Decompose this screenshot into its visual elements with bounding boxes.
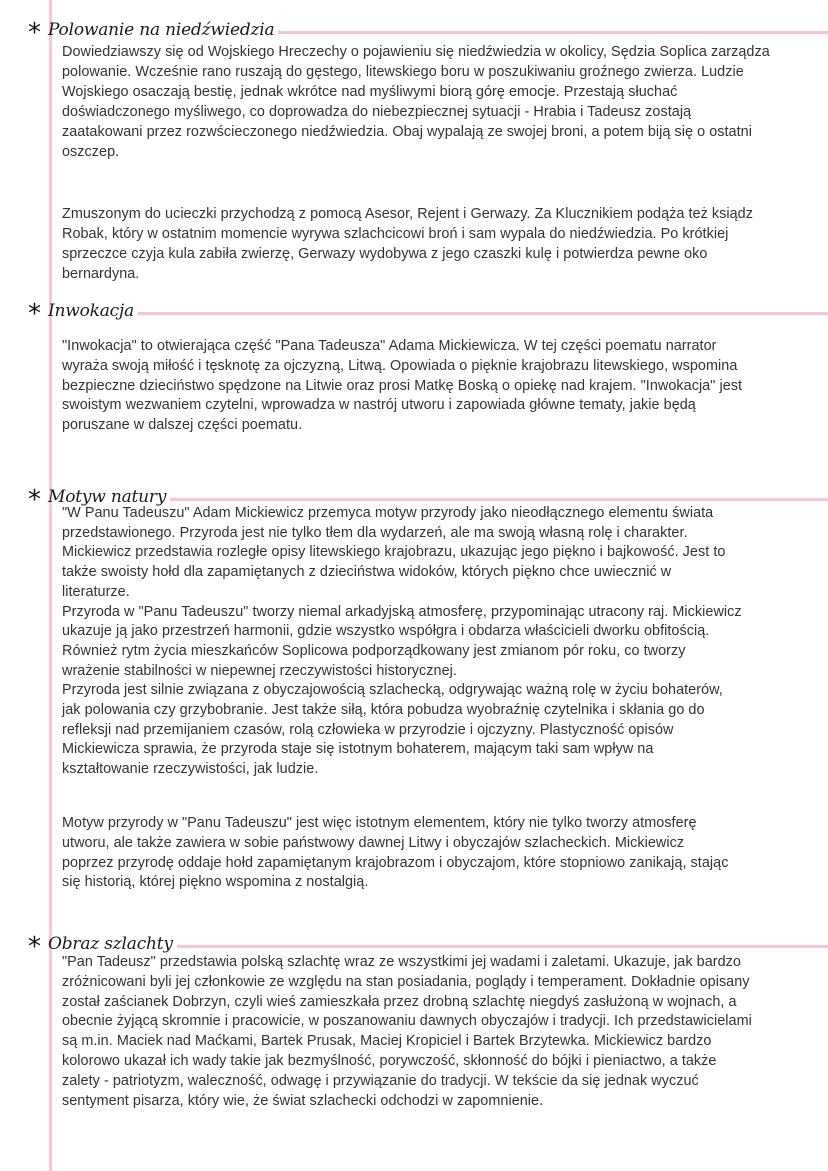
paragraph-line: sentyment pisarza, który wie, że świat szlachecki odchodzi w zapomnienie. [62, 1092, 544, 1109]
paragraph-line: literaturze. [62, 583, 130, 600]
paragraph-line: refleksji nad przemijaniem czasów, rolą człowieka w przyrodzie i ojczyzny. Plastyczność opisów [62, 721, 674, 738]
paragraph-line: Przyroda w "Panu Tadeuszu" tworzy niemal arkadyjską atmosferę, przypominając utracony raj. Mickiewicz [62, 603, 742, 620]
paragraph-line: zróżnicowani byli jej członkowie ze względu na stan posiadania, poglądy i temperament. Dokładnie opisany [62, 973, 750, 990]
asterisk-icon: * [28, 18, 41, 48]
paragraph-line: ukazuje ją jako przestrzeń harmonii, gdzie wszystko współgra i obdarza właścicieli dworku obfitością. [62, 623, 710, 640]
paragraph-line: bernardyna. [62, 266, 140, 282]
heading-rule [170, 498, 828, 501]
paragraph-line: wyraża swoją miłość i tęsknotę za ojczyzną, Litwą. Opowiada o pięknie krajobrazu litewskiego, wspomina [62, 357, 738, 374]
paragraph-line: Przyroda jest silnie związana z obyczajowością szlachecką, odgrywając ważną rolę w życiu bohaterów, [62, 682, 723, 699]
paragraph-line: kolorowo ukazał ich wady takie jak bezmyślność, porywczość, skłonność do bójki i pieniactwo, a także [62, 1053, 717, 1069]
paragraph-line: poruszane w dalszej części poematu. [62, 417, 303, 434]
paragraph-line: bezpieczne dzieciństwo spędzone na Litwie oraz prosi Matkę Boską o opiekę nad krajem. "Inwokacja" jest [62, 377, 743, 394]
paragraph-line: został zaścianek Dobrzyn, czyli wieś zamieszkała przez drobną szlachtę niegdyś zasłużoną w wojnach, a [62, 993, 737, 1010]
paragraph-line: Dowiedziawszy się od Wojskiego Hreczechy o pojawieniu się niedźwiedzia w okolicy, Sędzia Soplica zarządza [62, 44, 770, 60]
paragraph-line: są m.in. Maciek nad Maćkami, Bartek Prusak, Maciej Kropiciel i Bartek Brzytewka. Mickiewicz bardzo [62, 1033, 712, 1050]
paragraph-line: Również rytm życia mieszkańców Soplicowa podporządkowany jest zmianom pór roku, co tworzy [62, 642, 686, 659]
paragraph-line: Mickiewicza sprawia, że przyroda staje się istotnym bohaterem, mającym taki sam wpływ na [62, 741, 654, 758]
paragraph-line: obecnie żyjącą skromnie i pracowicie, w poszanowaniu dawnych obyczajów i tradycji. Ich przedstawicielami [62, 1013, 752, 1030]
paragraph-line: utworu, ale także zawiera w sobie państwowy dawnej Litwy i obyczajów szlacheckich. Mickiewicz [62, 834, 685, 851]
paragraph-line: się historią, której piękno wspomina z nostalgią. [62, 874, 369, 891]
paragraph-line: polowanie. Wcześnie rano ruszają do gęstego, litewskiego boru w poszukiwaniu groźnego zwierza. Ludzie [62, 64, 744, 80]
paragraph-line: Motyw przyrody w "Panu Tadeuszu" jest więc istotnym elementem, który nie tylko tworzy atmosferę [62, 815, 697, 831]
asterisk-icon: * [28, 299, 41, 329]
paragraph-line: "Inwokacja" to otwierająca część "Pana Tadeusza" Adama Mickiewicza. W tej części poematu narrator [62, 338, 717, 354]
paragraph-line: Zmuszonym do ucieczki przychodzą z pomocą Asesor, Rejent i Gerwazy. Za Klucznikiem podąża też ksiądz [62, 206, 753, 222]
asterisk-icon: * [28, 932, 41, 962]
asterisk-icon: * [28, 485, 41, 515]
section-heading [28, 298, 828, 329]
paragraph-line: Wojskiego osaczają bestię, jednak wkrótce nad myśliwymi biorą górę emocje. Przestają słuchać [62, 84, 678, 100]
paragraph-line: oszczep. [62, 144, 120, 160]
paragraph-line: "Pan Tadeusz" przedstawia polską szlachtę wraz ze wszystkimi jej wadami i zaletami. Ukazuje, jak bardzo [62, 954, 741, 970]
paragraph-line: doświadczonego myśliwego, co doprowadza do niebezpiecznej sytuacji - Hrabia i Tadeusz zostają [62, 104, 692, 120]
heading-rule [177, 945, 828, 948]
margin-line [49, 0, 52, 1171]
paragraph-line: wrażenie stabilności w niepewnej rzeczywistości historycznej. [62, 662, 457, 679]
heading-rule [138, 312, 828, 315]
paragraph-line: zalety - patriotyzm, waleczność, odwagę i przywiązanie do tradycji. W tekście da się jednak wyczuć [62, 1072, 699, 1089]
section-title: Obraz szlachty [48, 934, 173, 954]
section-heading [28, 17, 828, 48]
paragraph-line: przedstawionego. Przyroda jest nie tylko tłem dla wydarzeń, ale ma swoją własną rolę i charakter. [62, 524, 688, 541]
paragraph-line: także swoisty hołd dla zapamiętanych z dzieciństwa widoków, których piękno chce uwiecznić w [62, 564, 672, 581]
paragraph-line: "W Panu Tadeuszu" Adam Mickiewicz przemyca motyw przyrody jako nieodłącznego elementu świata [62, 505, 714, 521]
paragraph-line: swoistym wezwaniem czytelni, wprowadza w nastrój utworu i zapowiada główne tematy, jakie będą [62, 397, 696, 414]
heading-rule [278, 31, 828, 34]
paragraph-line: poprzez przyrodę oddaje hołd zapamiętanym krajobrazom i obyczajom, które stopniowo zanikają, stając [62, 854, 729, 871]
paragraph-line: kształtowanie rzeczywistości, jak ludzie. [62, 761, 319, 778]
section-title: Motyw natury [48, 487, 167, 507]
paragraph-line: zaatakowani przez rozwścieczonego niedźwiedzia. Obaj wypalają ze swojej broni, a potem biją się o ostatni [62, 124, 752, 140]
section-title: Polowanie na niedźwiedzia [48, 20, 275, 40]
section-title: Inwokacja [48, 301, 135, 321]
paragraph-line: Robak, który w ostatnim momencie wyrywa szlachcicowi broń i sam wypala do niedźwiedzia. Po krótkiej [62, 226, 729, 242]
paragraph-line: Mickiewicz przedstawia rozległe opisy litewskiego krajobrazu, ukazując jego piękno i bajkowość. Jest to [62, 544, 726, 561]
paragraph-line: jak polowania czy grzybobranie. Jest także siłą, która pobudza wyobraźnię czytelnika i skłania go do [62, 702, 705, 718]
paragraph-line: sprzeczce czyja kula zabiła zwierzę, Gerwazy wydobywa z jego czaszki kulę i potwierdza pewne oko [62, 246, 708, 262]
